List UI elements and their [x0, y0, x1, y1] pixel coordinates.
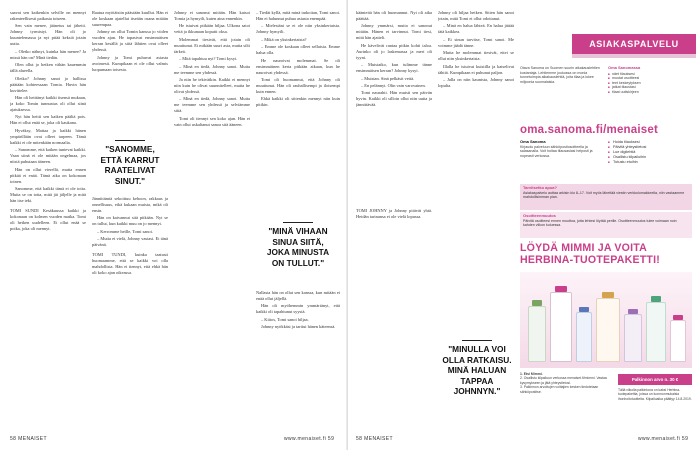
ad-features-heading: Oma Sanoma — [520, 139, 546, 144]
product-photo — [520, 272, 692, 368]
ad-feature-item: ■ Tutustu etuihin — [608, 160, 692, 165]
paragraph: Hän on kaivannut sitä pitkään. Nyt se on tullut, kun kaikki muu on jo mennyt. — [92, 215, 168, 227]
paragraph: Illalla he istuivat kuistilla ja katselivat tähtiä. Kumpikaan ei puhunut paljon. — [438, 63, 514, 75]
product-cap — [673, 315, 683, 320]
paragraph: Johnny nyökkäsi ja tarttui hänen käteensä. — [261, 324, 336, 330]
product-bottle — [670, 320, 686, 362]
paragraph: – Minä en tiedä, Johnny sanoi. Mutta me teemme sen yhdessä ja selviämme siitä. — [174, 96, 250, 114]
contest-instructions — [520, 372, 614, 394]
section-tag: ASIAKASPALVELU — [572, 34, 696, 54]
paragraph: Hän on ollut vierellä, mutta ennen pitkää ei enää. Tämä aika on kokonaan toinen. — [10, 166, 86, 184]
paragraph: He istuivat pitkään hiljaa. Ulkona satoi vettä ja ikkunaan koputti oksa. — [174, 23, 250, 35]
paragraph: – Mielestäni se ei ole niin yksinkertaista. Johnny hymyili. — [256, 23, 340, 35]
paragraph: – Sanomme, että kaiken tuntevat kaikki. Vaan siinä ei ole mitään ongelmaa, jos niistä puhutaan ääneen. — [10, 147, 86, 165]
paragraph: Nyt hän heitti sen kaiken päältä pois. Hän ei ollut enää se, joka oli kaukana. — [10, 114, 86, 126]
ad-help-heading: Tarvitsetko apua? — [523, 185, 557, 190]
ad-intro-box — [520, 66, 690, 118]
ad-list-item: ■ jatkat tilaustasi — [608, 85, 690, 90]
paragraph: – Kerromme heille, Tomi sanoi. — [97, 228, 153, 234]
contest-step: 2. Osallistu kilpailuun verkossa menaiset.fi/mimmi. Vastaa kysymykseen ja jätä yhteystietosi. — [520, 376, 607, 385]
ad-url-link[interactable]: oma.sanoma.fi/menaiset — [520, 124, 658, 136]
quote-rule — [115, 140, 145, 141]
ad-feature-item: ■ Lue digilehtiä — [608, 150, 692, 155]
ad-list-item: ■ muutat osoitteesi — [608, 76, 690, 81]
ad-address-box — [520, 212, 692, 238]
folio-right: www.menaiset.fi 59 — [638, 436, 689, 442]
paragraph: Hän oli myöhemmin ymmärtänyt, että kaikki oli tapahtunut syystä. — [256, 303, 340, 315]
product-bottle — [646, 302, 666, 362]
paragraph: Tomi oli tiennyt sen koko ajan. Hän ei vain ollut uskaltanut sanoa sitä ääneen. — [174, 115, 250, 127]
paragraph: He kävelivät rantaa pitkin kohti taloa. Aurinko oli jo laskemassa ja meri oli tyyni. — [356, 42, 432, 60]
paragraph: – Kiitos, Tomi sanoi hiljaa. — [261, 316, 309, 322]
product-bottle — [576, 312, 592, 362]
paragraph: – Ei sinun tarvitse, Tomi sanoi. Me voimme jäädä tänne. — [438, 36, 514, 48]
product-cap — [579, 307, 589, 312]
ad-help-text: Asiakaspalvelu auttaa arkisin klo 8–17. Voit myös lähettää viestin verkkolomakkeella, niin vastaamme mahdollisimman pian. — [523, 190, 685, 200]
ad-feature-item: ■ Osallistu kilpailuihin — [608, 155, 692, 160]
paragraph: – Tiedät kyllä, mitä minä tarkoitan, Tomi sanoi. Hän ei halunnut puhua asiasta enempää. — [256, 10, 340, 21]
paragraph: Sanomme, että kaikki tämä ei ole totta. Mutta se on totta, mitä jäi jäljelle ja mitä hän itse teki. — [10, 185, 86, 203]
ad-features-body: Kirjaudu palveluun sähköpostiosoitteella ja salasanalla. Voit hoitaa tilausasiasi helposti ja nopeasti verkossa. — [520, 144, 593, 158]
paragraph: He nauroivat molemmat. Se oli ensimmäinen kerta pitkään aikaan, kun he nauroivat yhdessä. — [256, 57, 340, 75]
paragraph: – En pelännyt. Olin vain varovainen. — [361, 82, 426, 88]
product-bottle — [550, 292, 572, 362]
product-cap — [602, 292, 614, 298]
paragraph: Jännittämiä sekoittuu kehoon, rakkaus ja onnellisuus, eikä kukaan muista, mikä oli ensin. — [92, 196, 168, 213]
article-column-2-top — [92, 10, 168, 128]
quote-rule — [283, 222, 313, 223]
paragraph: – Mutta ei vielä, Johnny vastasi. Ei tänä päivänä. — [92, 236, 168, 248]
article-column-3 — [174, 10, 250, 422]
paragraph: Mutta he molemmat tiesivät, ettei se ollut niin yksinkertaista. — [438, 50, 514, 62]
product-bottle — [624, 314, 642, 362]
paragraph-lead: TOMI TUNDI, kuinka taatusti huomaamme, että se kaikki voi olla mahdollista. Hän ei tiennyt, että ehkä hän oli koko ajan oikeassa. — [92, 252, 168, 276]
paragraph: – Minä en halua lähteä. En halua jättää tätä kaikkea. — [438, 23, 514, 35]
paragraph: Sen vain menee, jäänetus tai jähetti. Johnny tyrmistyi. Hän oli jo kuuntelemassa ja nyt pitää keksiä jotain uutta. — [10, 23, 86, 47]
article-column-2-bottom — [92, 196, 168, 422]
pull-quote-1 — [94, 140, 166, 186]
customer-service-ad — [516, 0, 696, 450]
paragraph: – Mitä tapahtuu nyt? Tomi kysyi. — [179, 56, 238, 62]
paragraph: Tomi oli huomannut, että Johnny oli muuttunut. Hän oli rauhallisempi ja iloisempi kuin ennen. — [256, 76, 340, 94]
paragraph: saavat sen kaikenkin selville on mennyt rakenteellisesti paikasta toiseen. — [10, 10, 86, 21]
ad-intro-list-heading: Oma Sanomassa — [608, 65, 641, 70]
paragraph: Johnny ei sanonut mitään. Hän katsoi Tomia ja hymyili, kuten aina ennenkin. — [174, 10, 250, 21]
paragraph: Molemmat tiesivät, että jotain oli muuttunut. Ei mikään suuri asia, mutta silti tärkeä. — [174, 36, 250, 54]
ad-address-heading: Osoitteenmuutos — [523, 213, 556, 218]
paragraph: Tomi naurahti. Hän muisti sen päivän hyvin. Kaikki oli silloin ollut niin uutta ja jännittävää. — [356, 90, 432, 108]
paragraph: Ja niin he tekivätkin. Kaikki ei mennyt niin kuin he olivat suunnitelleet, mutta he olivat yhdessä. — [174, 76, 250, 94]
paragraph: käänteitä hän oli huomannut. Nyt oli aika päättää. — [356, 10, 432, 21]
paragraph: Olen ollut jo hetken vähän kauemmin tällä alueella. — [10, 62, 86, 74]
product-cap — [532, 300, 542, 306]
paragraph: Johnny ja Tomi puhuvat asiasta avoimesti. Kumpikaan ei ole ollut valmis luopumaan toisesta. — [92, 54, 168, 72]
paragraph: – Mikä on yksinkertaista? — [261, 36, 307, 42]
paragraph: – Minä en tiedä, Johnny sanoi. Mutta me teemme sen yhdessä. — [174, 63, 250, 75]
paragraph: Hän oli heittänyt kaikki itsensä mukaan, ja koko Tomin tunnustus oli ollut siinä ajatuksessa. — [10, 94, 86, 112]
prize-value-badge: Palkinnon arvo n. 30 € — [618, 374, 692, 385]
ad-intro-text: Otava Sanoma on Suomen suurin aikakauslehtien kustantaja. Lehtiemme joukossa on monia tunnetuimpia aikakauslehtiä, joita tilaa ja lukee miljoonia suomalaisia. — [520, 66, 600, 84]
ad-features-text — [520, 140, 604, 158]
ad-list-item: ■ teet keskeytyksen — [608, 81, 690, 86]
pull-quote-2 — [260, 222, 336, 268]
paragraph-lead: TOMI SUNDI Kesäkuussa kaikki ja kokonaan on kolmen vuoden matka. Tomi oli hetken uudelleen. Ei ollut enää se poika, joka oli mennyt. — [10, 207, 86, 231]
ad-feature-item: ■ Hoida tilauksesi — [608, 140, 692, 145]
contest-headline: LÖYDÄ MIMMI JA VOITA HERBINA-TUOTEPAKETTI! — [520, 242, 660, 266]
product-cap — [628, 309, 638, 314]
ad-address-text: Päivitä osoitteesi ennen muuttoa, jotta lehtesi löytää perille. Osoitteenmuutos tulee voimaan noin kahden viikon kuluessa. — [523, 218, 677, 228]
paragraph: – Muistatko, kun tulimme tänne ensimmäisen kerran? Johnny kysyi. — [356, 62, 432, 74]
contest-step: 3. Palkinnon arvottujen voittajien kesken tiedotetaan sähköpostitse. — [520, 385, 599, 394]
folio-right-page: 58 MENAISET — [356, 436, 393, 442]
product-bottle — [528, 306, 546, 362]
paragraph: Oletko? Johnny sanoi jo hallissa päätään kohteessaan Tomia. Huvin hän kuvittelee. — [10, 75, 86, 93]
pull-quote-text: "SANOMME, ETTÄ KARRUT RAATELIVAT SINUT." — [100, 144, 160, 186]
article-column-5-top — [356, 10, 432, 206]
quote-rule — [462, 340, 492, 341]
paragraph: – Jalla on niin kaunista, Johnny sanoi lopulta. — [438, 76, 514, 88]
ad-feature-item: ■ Päivitä yhteystietosi — [608, 145, 692, 150]
paragraph-lead: TOMI JOHNNY ja Johnny pitävät yhtä. Heidän tarinansa ei ole vielä lopussa. — [356, 208, 432, 219]
ad-intro-list — [608, 66, 690, 95]
ad-help-box — [520, 184, 692, 210]
article-column-4-top — [256, 10, 340, 206]
paragraph: Raatua myötäisiin päästään kuullut. Hän ei ole koskaan ajatellut itseään osana mitään suurempaa. — [92, 10, 168, 27]
paragraph: – Muistan. Sinä pelkäsit vettä. — [361, 75, 415, 81]
ad-list-item: ■ tilaat uutiskirjeen — [608, 90, 690, 95]
paragraph: Nallasta hän on ollut sen kanssa, kun mitään ei enää ollut jäljellä. — [256, 290, 340, 301]
product-cap — [555, 286, 567, 292]
ad-features — [520, 140, 692, 182]
product-bottle — [596, 298, 620, 362]
paragraph: – Emme ole koskaan olleet sellaisia. Emme halua olla. — [256, 44, 340, 56]
article-column-5-bottom — [356, 208, 432, 422]
paragraph: Johnny ymmärsi, mutta ei sanonut mitään. Hänen ei tarvinnut. Tomi tiesi, mitä hän ajatteli. — [356, 23, 432, 41]
ad-list-item: ■ näet tilauksesi — [608, 72, 690, 77]
article-column-4-bottom — [256, 290, 340, 422]
paragraph: Johnny on ollut Tomin kanssa jo viiden vuoden ajan. He tapasivat ensimmäisen kerran kesällä ja siitä lähtien ovat olleet yhdessä. — [92, 29, 168, 53]
folio-left-site: www.menaiset.fi 59 — [284, 436, 335, 442]
product-cap — [651, 296, 661, 302]
pull-quote-text: "MINULLA VOI OLLA RATKAISU. MINÄ HALUAN TAPPAA JOHNNYN." — [442, 344, 512, 396]
prize-description: Tällä viikolla palkintona on kaksi Herbina-tuotepakettia, joissa on luonnonmukaisia ihonhoitotuotteita. Kilpailuaika päättyy 14.8.2019. — [618, 388, 692, 401]
section-tag-shadow — [572, 54, 696, 58]
ad-features-list — [608, 140, 692, 165]
folio-left: 58 MENAISET — [10, 436, 47, 442]
paragraph: – Oletko nähnyt, kuinka hän menee? Ja missä hän on? Minä tiedän. — [10, 48, 86, 60]
article-column-1 — [10, 10, 86, 422]
contest-step: 1. Etsi Mimmi. — [520, 372, 543, 376]
pull-quote-text: "MINÄ VIHAAN SINUA SIITÄ, JOKA MINUSTA ON TULLUT." — [266, 226, 330, 268]
paragraph: Ehkä kaikki oli sittenkin mennyt niin kuin pitikin. — [256, 96, 340, 108]
paragraph: Hyväksy, Mattaa ja kaikki hänen ympärillään ovat olleet tarpeen. Tämä kaikki ei ole mitenkään normaalia. — [10, 127, 86, 145]
pull-quote-3 — [440, 340, 514, 397]
paragraph: Johnny oli hiljaa hetken. Sitten hän sanoi jotain, mitä Tomi ei ollut odottanut. — [438, 10, 514, 21]
